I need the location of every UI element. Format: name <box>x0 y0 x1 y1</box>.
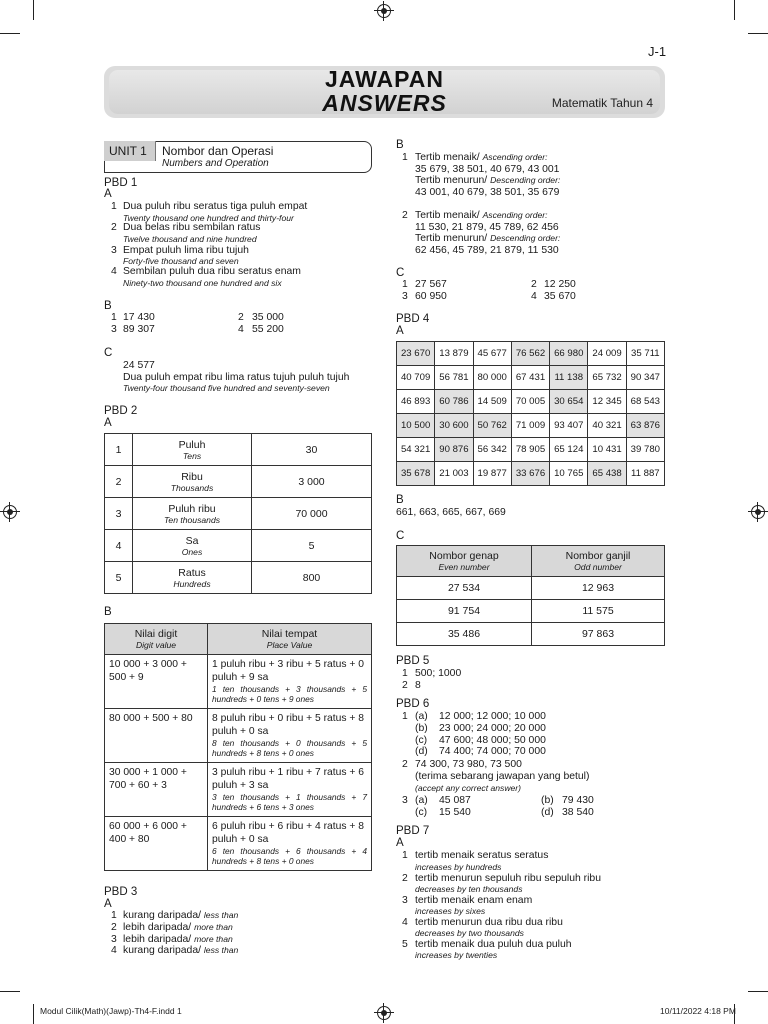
place-english: 6 ten thousands + 6 thousands + 4 hundreds + 8 tens + 0 ones <box>212 846 367 866</box>
part-label: (a) <box>415 795 428 806</box>
grid-cell: 46 893 <box>397 390 435 414</box>
table-header-row <box>105 624 372 655</box>
comparison-line <box>123 910 238 921</box>
place-value-cell: 3 000 <box>252 466 372 498</box>
footer-datetime: 10/11/2022 4:18 PM <box>660 1006 736 1016</box>
answer-malay: Sembilan puluh dua ribu seratus enam <box>123 266 301 277</box>
item-number: 1 <box>402 152 408 163</box>
comparison-line <box>123 945 238 956</box>
table-row <box>105 763 372 817</box>
grid-cell-shaded: 76 562 <box>511 342 549 366</box>
place-english: Tens <box>182 450 202 461</box>
answer-english: more than <box>194 934 233 944</box>
order-english: Descending order: <box>490 175 561 185</box>
place-malay: Puluh <box>178 438 206 451</box>
header-malay: Nombor genap <box>429 550 499 562</box>
grid-cell: 19 877 <box>473 462 511 486</box>
table-row <box>397 623 665 646</box>
part-label: (c) <box>415 735 428 746</box>
ascending-values: 11 530, 21 879, 45 789, 62 456 <box>415 222 559 233</box>
answer-value: 45 087 <box>439 795 471 806</box>
registration-mark-icon <box>377 4 391 18</box>
item-number: 2 <box>402 210 408 221</box>
part-label: (b) <box>541 795 554 806</box>
ascending-values: 35 679, 38 501, 40 679, 43 001 <box>415 164 560 175</box>
item-number: 2 <box>402 759 408 770</box>
item-number: 2 <box>111 922 117 933</box>
place-malay: 1 puluh ribu + 3 ribu + 5 ratus + 0 puluh + 9 sa <box>212 659 364 683</box>
place-malay: Ribu <box>181 470 203 483</box>
answer-value: 55 200 <box>252 324 284 335</box>
even-number-cell: 27 534 <box>397 577 532 600</box>
answer-value: 12 250 <box>544 279 576 290</box>
answer-malay: Dua puluh empat ribu lima ratus tujuh puluh tujuh <box>123 372 350 383</box>
subsection-label: A <box>396 325 404 337</box>
row-number: 1 <box>105 434 133 466</box>
grid-row <box>397 414 665 438</box>
grid-row <box>397 342 665 366</box>
grid-cell: 68 543 <box>626 390 664 414</box>
grid-cell: 80 000 <box>473 366 511 390</box>
subsection-label: C <box>396 530 405 542</box>
registration-mark-icon <box>377 1006 391 1020</box>
place-value-cell: 30 <box>252 434 372 466</box>
place-name-table <box>104 433 372 594</box>
subsection-label: C <box>396 267 405 279</box>
item-number: 1 <box>111 910 117 921</box>
digit-place-value-table <box>104 623 372 871</box>
section-heading: PBD 5 <box>396 655 430 667</box>
answer-english: less than <box>203 910 239 920</box>
answer-english: Twenty-four thousand five hundred and seventy-seven <box>123 383 330 393</box>
grid-cell-shaded: 35 678 <box>397 462 435 486</box>
banner-title-english: ANSWERS <box>322 90 447 116</box>
answer-english: Forty-five thousand and seven <box>123 256 239 266</box>
item-number: 2 <box>402 873 408 884</box>
order-english: Descending order: <box>490 233 561 243</box>
grid-cell: 70 005 <box>511 390 549 414</box>
answer-malay: kurang daripada/ <box>123 910 201 921</box>
subsection-label: C <box>104 347 113 359</box>
answer-value: 74 300, 73 980, 73 500 <box>415 759 522 770</box>
answer-malay: tertib menaik dua puluh dua puluh <box>415 939 572 950</box>
section-heading: PBD 1 <box>104 177 138 189</box>
even-number-cell: 91 754 <box>397 600 532 623</box>
digit-value-cell: 30 000 + 1 000 + 700 + 60 + 3 <box>105 763 208 817</box>
grid-cell-shaded: 60 786 <box>435 390 473 414</box>
column-header <box>397 546 532 577</box>
table-row <box>105 562 372 594</box>
answer-english: increases by hundreds <box>415 862 502 872</box>
grid-cell: 11 887 <box>626 462 664 486</box>
item-number: 4 <box>402 917 408 928</box>
grid-cell: 93 407 <box>550 414 588 438</box>
place-name-cell <box>133 466 252 498</box>
answer-english: increases by sixes <box>415 906 486 916</box>
descending-values: 43 001, 40 679, 38 501, 35 679 <box>415 187 560 198</box>
place-value-cell: 70 000 <box>252 498 372 530</box>
grid-cell: 13 879 <box>435 342 473 366</box>
place-value-cell <box>208 709 372 763</box>
grid-cell: 10 765 <box>550 462 588 486</box>
order-malay: Tertib menaik/ <box>415 152 480 163</box>
grid-cell-shaded: 30 654 <box>550 390 588 414</box>
part-label: (d) <box>415 746 428 757</box>
answer-malay: kurang daripada/ <box>123 945 201 956</box>
place-malay: Sa <box>185 534 199 547</box>
item-number: 4 <box>111 945 117 956</box>
digit-value-cell: 10 000 + 3 000 + 500 + 9 <box>105 655 208 709</box>
header-english: Digit value <box>135 640 177 650</box>
answer-value: 8 <box>415 680 421 691</box>
unit-title-malay: Nombor dan Operasi <box>162 144 274 158</box>
answer-malay: tertib menurun sepuluh ribu sepuluh ribu <box>415 873 601 884</box>
item-number: 2 <box>111 222 117 233</box>
table-row <box>105 655 372 709</box>
place-english: Hundreds <box>173 578 211 589</box>
answer-malay: tertib menaik enam enam <box>415 895 533 906</box>
descending-label <box>415 175 560 186</box>
header-english: Place Value <box>266 640 313 650</box>
section-heading: PBD 2 <box>104 405 138 417</box>
even-odd-table <box>396 545 665 646</box>
grid-cell: 40 709 <box>397 366 435 390</box>
comparison-line <box>123 922 233 933</box>
note-malay: (terima sebarang jawapan yang betul) <box>415 771 590 782</box>
place-english: Thousands <box>170 482 214 493</box>
odd-number-cell: 97 863 <box>532 623 665 646</box>
header-english: Odd number <box>574 562 622 572</box>
item-number: 5 <box>402 939 408 950</box>
item-number: 1 <box>111 312 117 323</box>
part-label: (a) <box>415 711 428 722</box>
answer-value: 47 600; 48 000; 50 000 <box>439 735 546 746</box>
answer-value: 35 000 <box>252 312 284 323</box>
answer-english: decreases by two thousands <box>415 928 524 938</box>
grid-cell: 45 677 <box>473 342 511 366</box>
answer-value: 79 430 <box>562 795 594 806</box>
section-heading: PBD 4 <box>396 313 430 325</box>
ascending-label <box>415 152 548 163</box>
answers-banner <box>104 66 665 118</box>
item-number: 2 <box>402 680 408 691</box>
item-number: 3 <box>402 795 408 806</box>
answer-malay: Empat puluh lima ribu tujuh <box>123 245 249 256</box>
grid-cell: 56 781 <box>435 366 473 390</box>
column-header <box>208 624 372 655</box>
banner-subtitle: Matematik Tahun 4 <box>551 96 653 110</box>
grid-cell-shaded: 66 980 <box>550 342 588 366</box>
subsection-label: A <box>104 417 112 429</box>
odd-number-cell: 12 963 <box>532 577 665 600</box>
answer-english: Twelve thousand and nine hundred <box>123 234 257 244</box>
note-english: (accept any correct answer) <box>415 783 522 793</box>
grid-cell-shaded: 23 670 <box>397 342 435 366</box>
table-header-row <box>397 546 665 577</box>
subsection-label: A <box>104 188 112 200</box>
grid-row <box>397 438 665 462</box>
place-english: Ones <box>181 546 203 557</box>
grid-cell: 65 124 <box>550 438 588 462</box>
grid-cell-shaded: 11 138 <box>550 366 588 390</box>
table-row <box>105 498 372 530</box>
odd-number-cell: 11 575 <box>532 600 665 623</box>
item-number: 4 <box>531 291 537 302</box>
item-number: 4 <box>238 324 244 335</box>
grid-cell: 39 780 <box>626 438 664 462</box>
item-number: 2 <box>531 279 537 290</box>
grid-cell-shaded: 90 876 <box>435 438 473 462</box>
place-value-cell <box>208 817 372 871</box>
grid-row <box>397 366 665 390</box>
registration-mark-icon <box>3 505 17 519</box>
grid-cell: 10 431 <box>588 438 626 462</box>
part-label: (b) <box>415 723 428 734</box>
answer-english: Ninety-two thousand one hundred and six <box>123 278 282 288</box>
section-heading: PBD 3 <box>104 886 138 898</box>
subsection-label: A <box>396 837 404 849</box>
place-value-cell <box>208 655 372 709</box>
place-english: 8 ten thousands + 0 thousands + 5 hundreds + 8 tens + 0 ones <box>212 738 367 758</box>
answer-malay: Dua belas ribu sembilan ratus <box>123 222 261 233</box>
answer-malay: Dua puluh ribu seratus tiga puluh empat <box>123 201 308 212</box>
answer-english: Twenty thousand one hundred and thirty-four <box>123 213 294 223</box>
grid-cell: 24 009 <box>588 342 626 366</box>
header-malay: Nilai digit <box>134 628 178 640</box>
item-number: 3 <box>111 245 117 256</box>
place-malay: 8 puluh ribu + 0 ribu + 5 ratus + 8 puluh + 0 sa <box>212 713 364 737</box>
row-number: 2 <box>105 466 133 498</box>
footer-file-name: Modul Cilik(Math)(Jawp)-Th4-F.indd 1 <box>40 1006 182 1016</box>
grid-cell: 90 347 <box>626 366 664 390</box>
grid-cell-shaded: 33 676 <box>511 462 549 486</box>
header-malay: Nilai tempat <box>261 628 318 640</box>
header-malay: Nombor ganjil <box>565 550 631 562</box>
grid-cell: 35 711 <box>626 342 664 366</box>
answer-value: 60 950 <box>415 291 447 302</box>
order-english: Ascending order: <box>482 152 548 162</box>
item-number: 2 <box>238 312 244 323</box>
grid-cell: 78 905 <box>511 438 549 462</box>
grid-cell: 54 321 <box>397 438 435 462</box>
answer-sequence: 661, 663, 665, 667, 669 <box>396 507 506 518</box>
answer-value: 35 670 <box>544 291 576 302</box>
grid-cell: 40 321 <box>588 414 626 438</box>
table-row <box>105 817 372 871</box>
grid-cell-shaded: 63 876 <box>626 414 664 438</box>
item-number: 3 <box>402 895 408 906</box>
place-value-cell: 5 <box>252 530 372 562</box>
item-number: 4 <box>111 266 117 277</box>
grid-cell-shaded: 65 438 <box>588 462 626 486</box>
subsection-label: A <box>104 898 112 910</box>
grid-cell: 56 342 <box>473 438 511 462</box>
answer-english: decreases by ten thousands <box>415 884 523 894</box>
section-heading: PBD 7 <box>396 825 430 837</box>
descending-values: 62 456, 45 789, 21 879, 11 530 <box>415 245 559 256</box>
even-number-cell: 35 486 <box>397 623 532 646</box>
column-header <box>105 624 208 655</box>
number-grid <box>396 341 665 486</box>
answer-malay: lebih daripada/ <box>123 934 192 945</box>
answer-english: increases by twenties <box>415 950 498 960</box>
unit-label: UNIT 1 <box>104 141 156 161</box>
grid-row <box>397 462 665 486</box>
place-name-cell <box>133 562 252 594</box>
banner-title-malay: JAWAPAN <box>324 66 445 92</box>
item-number: 1 <box>111 201 117 212</box>
item-number: 1 <box>402 711 408 722</box>
grid-cell: 14 509 <box>473 390 511 414</box>
grid-cell: 65 732 <box>588 366 626 390</box>
order-malay: Tertib menurun/ <box>415 175 488 186</box>
subsection-label: B <box>104 300 112 312</box>
grid-cell: 12 345 <box>588 390 626 414</box>
table-row <box>105 530 372 562</box>
order-english: Ascending order: <box>482 210 548 220</box>
comparison-line <box>123 934 233 945</box>
answer-value: 17 430 <box>123 312 155 323</box>
header-english: Even number <box>438 562 490 572</box>
place-value-cell: 800 <box>252 562 372 594</box>
table-row <box>105 434 372 466</box>
grid-cell: 21 003 <box>435 462 473 486</box>
part-label: (d) <box>541 807 554 818</box>
place-malay: Ratus <box>178 566 206 579</box>
order-malay: Tertib menaik/ <box>415 210 480 221</box>
page-number: J-1 <box>648 44 667 59</box>
part-label: (c) <box>415 807 428 818</box>
unit-title-english: Numbers and Operation <box>162 158 269 169</box>
answer-malay: lebih daripada/ <box>123 922 192 933</box>
item-number: 1 <box>402 279 408 290</box>
digit-value-cell: 80 000 + 500 + 80 <box>105 709 208 763</box>
place-name-cell <box>133 498 252 530</box>
place-english: Ten thousands <box>163 514 221 525</box>
answer-value: 23 000; 24 000; 20 000 <box>439 723 546 734</box>
row-number: 4 <box>105 530 133 562</box>
table-row <box>105 466 372 498</box>
grid-cell: 67 431 <box>511 366 549 390</box>
place-name-cell <box>133 434 252 466</box>
place-malay: 3 puluh ribu + 1 ribu + 7 ratus + 6 puluh + 3 sa <box>212 767 364 791</box>
answer-english: more than <box>194 922 233 932</box>
order-malay: Tertib menurun/ <box>415 233 488 244</box>
answer-value: 500; 1000 <box>415 668 462 679</box>
grid-cell-shaded: 30 600 <box>435 414 473 438</box>
section-heading: PBD 6 <box>396 698 430 710</box>
item-number: 3 <box>111 934 117 945</box>
answer-malay: tertib menurun dua ribu dua ribu <box>415 917 563 928</box>
item-number: 1 <box>402 850 408 861</box>
place-english: 1 ten thousands + 3 thousands + 5 hundreds + 0 tens + 9 ones <box>212 684 367 704</box>
answer-value: 27 567 <box>415 279 447 290</box>
place-name-cell <box>133 530 252 562</box>
subsection-label: B <box>396 139 404 151</box>
subsection-label: B <box>104 606 112 618</box>
column-header <box>532 546 665 577</box>
item-number: 1 <box>402 668 408 679</box>
answer-value: 89 307 <box>123 324 155 335</box>
grid-cell: 71 009 <box>511 414 549 438</box>
answer-malay: tertib menaik seratus seratus <box>415 850 549 861</box>
row-number: 3 <box>105 498 133 530</box>
item-number: 3 <box>402 291 408 302</box>
answer-number: 24 577 <box>123 360 155 371</box>
place-malay: Puluh ribu <box>168 502 216 515</box>
item-number: 3 <box>111 324 117 335</box>
registration-mark-icon <box>751 505 765 519</box>
ascending-label <box>415 210 548 221</box>
place-malay: 6 puluh ribu + 6 ribu + 4 ratus + 8 puluh + 0 sa <box>212 821 364 845</box>
grid-cell-shaded: 50 762 <box>473 414 511 438</box>
descending-label <box>415 233 560 244</box>
place-english: 3 ten thousands + 1 thousands + 7 hundreds + 6 tens + 3 ones <box>212 792 367 812</box>
place-value-cell <box>208 763 372 817</box>
answer-value: 15 540 <box>439 807 471 818</box>
grid-row <box>397 390 665 414</box>
row-number: 5 <box>105 562 133 594</box>
subsection-label: B <box>396 494 404 506</box>
table-row <box>397 600 665 623</box>
answer-value: 12 000; 12 000; 10 000 <box>439 711 546 722</box>
answer-value: 38 540 <box>562 807 594 818</box>
answer-value: 74 400; 74 000; 70 000 <box>439 746 546 757</box>
grid-cell-shaded: 10 500 <box>397 414 435 438</box>
answer-english: less than <box>203 945 239 955</box>
table-row <box>397 577 665 600</box>
table-row <box>105 709 372 763</box>
digit-value-cell: 60 000 + 6 000 + 400 + 80 <box>105 817 208 871</box>
